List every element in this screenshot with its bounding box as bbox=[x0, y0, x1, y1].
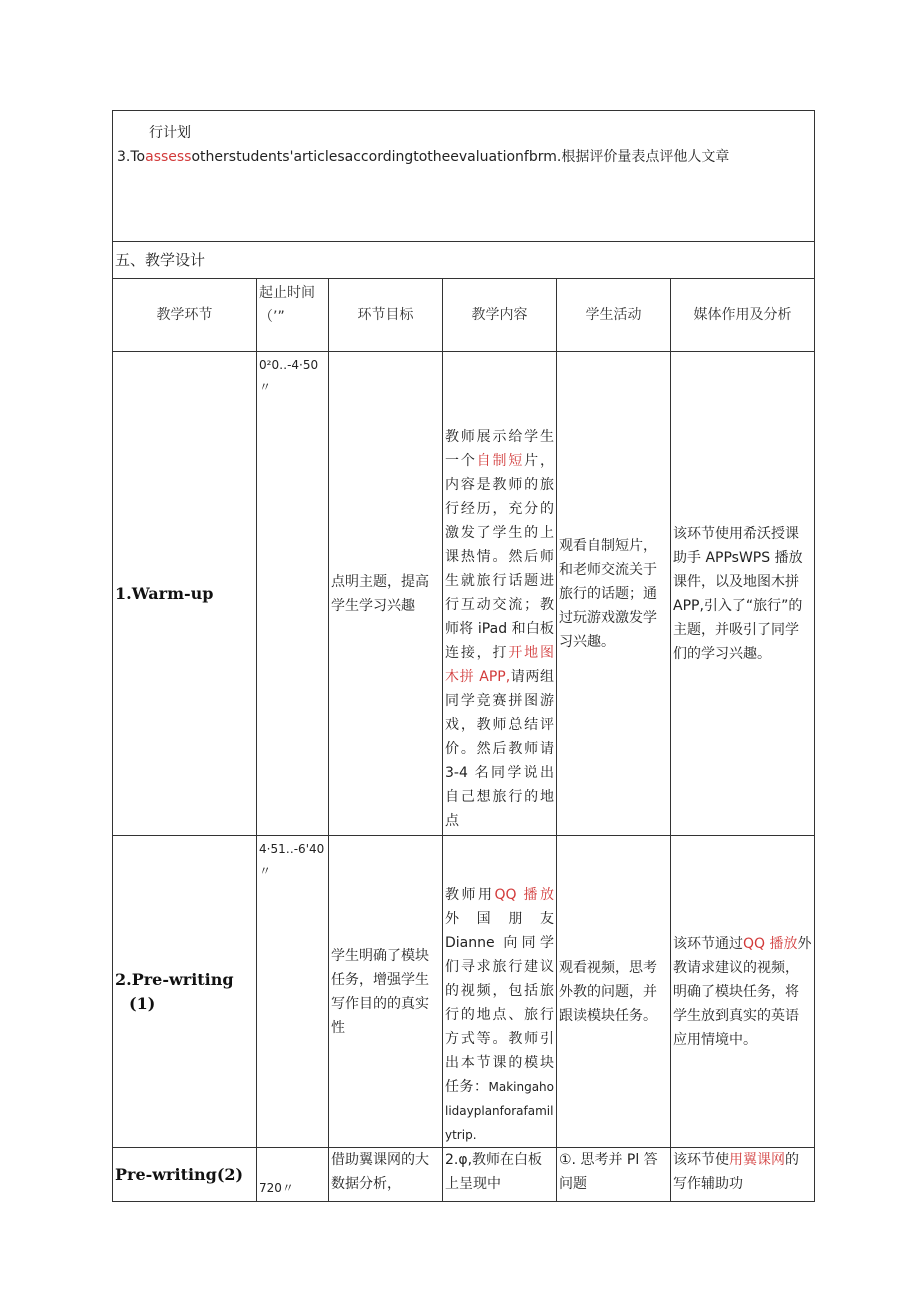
student-activity-cell: 观看视频，思考外教的问题，并跟读模块任务。 bbox=[557, 836, 671, 1148]
table-row bbox=[113, 1148, 815, 1202]
stage-cell bbox=[113, 836, 257, 1148]
content-cell bbox=[443, 836, 557, 1148]
objective-rest: otherstudents'articlesaccordingtotheevaluationfbrm.根据评价量表点评他人文章 bbox=[191, 149, 730, 165]
table-row bbox=[113, 352, 815, 836]
media-text: 外教请求建议的视频，明确了模块任务，将学生放到真实的英语应用情境中。 bbox=[673, 935, 812, 1048]
media-cell: 该环节使用希沃授课助手 APPsWPS 播放课件，以及地图木拼 APP,引入了“旅行”的主题，并吸引了同学们的学习兴趣。 bbox=[671, 352, 815, 836]
media-highlight: 用翼课网 bbox=[729, 1152, 785, 1168]
content-cell bbox=[443, 352, 557, 836]
objective-line-2 bbox=[117, 145, 810, 169]
media-highlight: QQ 播放 bbox=[743, 935, 798, 952]
goal-cell: 借助翼课网的大数据分析， bbox=[329, 1148, 443, 1202]
time-cell bbox=[257, 836, 329, 1148]
media-cell bbox=[671, 836, 815, 1148]
header-row bbox=[113, 279, 815, 352]
lesson-plan-page bbox=[112, 110, 814, 1202]
time-start: 0²0‥-4·50 bbox=[259, 358, 319, 372]
header-goal: 环节目标 bbox=[329, 279, 443, 352]
media-text: 该环节使 bbox=[673, 1152, 729, 1168]
content-text: 外国朋友 Dianne 向同学们寻求旅行建议的视频，包括旅行的地点、旅行方式等。教师引出本节课的模块任务： bbox=[445, 910, 554, 1095]
content-highlight: QQ 播放 bbox=[494, 886, 554, 903]
content-text: 教师展示给学生一个 bbox=[445, 428, 554, 469]
content-text: 教师用 bbox=[445, 886, 495, 903]
header-time: 起止时间（’” bbox=[257, 279, 329, 352]
header-content: 教学内容 bbox=[443, 279, 557, 352]
section-title-row bbox=[113, 242, 815, 279]
time-end: 〃 bbox=[259, 864, 272, 878]
header-media: 媒体作用及分析 bbox=[671, 279, 815, 352]
objectives-row bbox=[113, 111, 815, 242]
content-text: 请两组同学竞赛拼图游戏，教师总结评价。然后教师请 3-4 名同学说出自己想旅行的地点 bbox=[445, 668, 554, 829]
media-cell bbox=[671, 1148, 815, 1202]
stage-subtitle: (1) bbox=[129, 993, 156, 1013]
media-text: 该环节通过 bbox=[673, 935, 743, 952]
objective-line-1: 行计划 bbox=[149, 125, 191, 141]
time-cell: 720〃 bbox=[257, 1148, 329, 1202]
content-highlight: 自制短 bbox=[476, 452, 525, 469]
stage-title: 2.Pre-writing bbox=[115, 969, 234, 989]
stage-cell: 1.Warm-up bbox=[113, 352, 257, 836]
objective-prefix: 3.To bbox=[117, 149, 146, 165]
time-end: 〃 bbox=[259, 380, 272, 394]
time-cell bbox=[257, 352, 329, 836]
header-stage: 教学环节 bbox=[113, 279, 257, 352]
content-highlight: 开地图木拼 APP, bbox=[445, 644, 555, 685]
student-activity-cell: 观看自制短片，和老师交流关于旅行的话题；通过玩游戏激发学习兴趣。 bbox=[557, 352, 671, 836]
stage-cell: Pre-writing(2) bbox=[113, 1148, 257, 1202]
time-start: 4·51‥-6'40 bbox=[259, 842, 325, 856]
objectives-cell bbox=[113, 111, 815, 242]
objective-highlight: assess bbox=[145, 149, 192, 165]
content-cell: 2.φ,教师在白板上呈现中 bbox=[443, 1148, 557, 1202]
table-row bbox=[113, 836, 815, 1148]
section-title: 五、教学设计 bbox=[113, 242, 815, 279]
goal-cell: 学生明确了模块任务，增强学生写作目的的真实性 bbox=[329, 836, 443, 1148]
module-task: Makingaholidayplanforafamilytrip. bbox=[445, 1079, 554, 1142]
goal-cell: 点明主题，提高学生学习兴趣 bbox=[329, 352, 443, 836]
student-activity-cell: ①. 思考并 Pl 答问题 bbox=[557, 1148, 671, 1202]
media-text: 的写作辅助功 bbox=[673, 1152, 799, 1192]
header-student: 学生活动 bbox=[557, 279, 671, 352]
content-text: 片，内容是教师的旅行经历，充分的激发了学生的上课热情。然后师生就旅行话题进行互动交流；教师将 iPad 和白板连接，打 bbox=[445, 452, 555, 661]
lesson-plan-table bbox=[112, 110, 815, 1202]
